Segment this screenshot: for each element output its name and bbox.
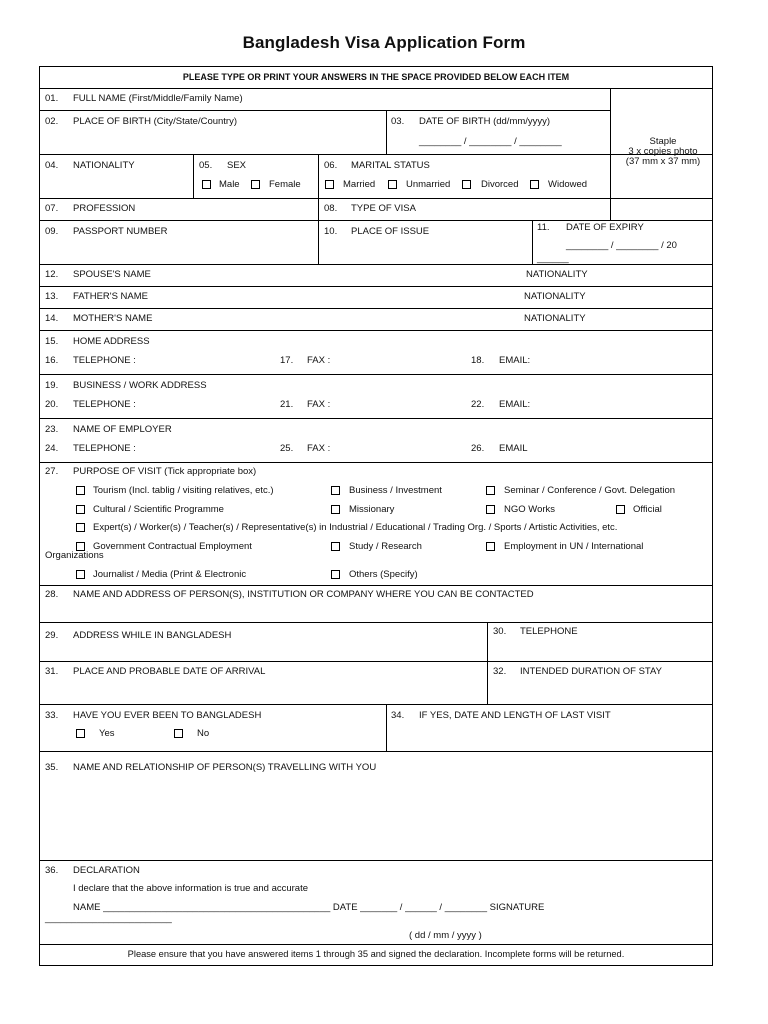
purpose-govt-label: Government Contractual Employment: [93, 541, 252, 552]
passport-number-label[interactable]: PASSPORT NUMBER: [73, 226, 168, 237]
mother-nationality-label[interactable]: NATIONALITY: [524, 313, 586, 324]
travel-companions-label[interactable]: NAME AND RELATIONSHIP OF PERSON(S) TRAVELLING WITH YOU: [73, 762, 377, 773]
spouse-name-label[interactable]: SPOUSE'S NAME: [73, 269, 151, 280]
purpose-ngo-label: NGO Works: [504, 504, 556, 515]
item-number: 35.: [45, 762, 59, 773]
divider: [40, 944, 712, 945]
purpose-un-checkbox[interactable]: [486, 542, 495, 551]
purpose-cultural-label: Cultural / Scientific Programme: [93, 504, 224, 515]
form-title: Bangladesh Visa Application Form: [242, 33, 526, 52]
last-visit-label[interactable]: IF YES, DATE AND LENGTH OF LAST VISIT: [419, 710, 611, 721]
item-number: 17.: [280, 355, 294, 366]
item-number: 31.: [45, 666, 59, 677]
item-number: 23.: [45, 424, 59, 435]
declaration-signature-line[interactable]: NAME ___________________________________________ DATE _______ / ______ / ________ SIGNATURE: [73, 902, 545, 913]
employer-fax-label[interactable]: FAX :: [307, 443, 331, 454]
purpose-study-checkbox[interactable]: [331, 542, 340, 551]
home-email-label[interactable]: EMAIL:: [499, 355, 531, 366]
mother-name-label[interactable]: MOTHER'S NAME: [73, 313, 153, 324]
sex-male-label: Male: [219, 179, 240, 190]
purpose-of-visit-label: PURPOSE OF VISIT (Tick appropriate box): [73, 466, 257, 477]
item-number: 13.: [45, 291, 59, 302]
divider: [40, 622, 712, 623]
date-of-expiry-label[interactable]: DATE OF EXPIRY: [566, 222, 644, 233]
expiry-blank[interactable]: ________ / ________ / 20: [566, 240, 677, 251]
been-yes-label: Yes: [99, 728, 115, 739]
home-fax-label[interactable]: FAX :: [307, 355, 331, 366]
purpose-missionary-checkbox[interactable]: [331, 505, 340, 514]
married-label: Married: [343, 179, 376, 190]
sex-female-label: Female: [269, 179, 301, 190]
purpose-official-checkbox[interactable]: [616, 505, 625, 514]
item-number: 06.: [324, 160, 338, 171]
purpose-ngo-checkbox[interactable]: [486, 505, 495, 514]
item-number: 29.: [45, 630, 59, 641]
item-number: 28.: [45, 589, 59, 600]
marital-status-label: MARITAL STATUS: [351, 160, 430, 171]
widowed-checkbox[interactable]: [530, 180, 539, 189]
sex-male-checkbox[interactable]: [202, 180, 211, 189]
divider: [40, 462, 712, 463]
divider: [40, 661, 712, 662]
arrival-label[interactable]: PLACE AND PROBABLE DATE OF ARRIVAL: [73, 666, 266, 677]
item-number: 36.: [45, 865, 59, 876]
item-number: 30.: [493, 626, 507, 637]
employer-telephone-label[interactable]: TELEPHONE :: [73, 443, 136, 454]
divider: [386, 110, 387, 154]
item-number: 21.: [280, 399, 294, 410]
divider: [40, 860, 712, 861]
item-number: 08.: [324, 203, 338, 214]
divorced-label: Divorced: [481, 179, 519, 190]
item-number: 18.: [471, 355, 485, 366]
been-yes-checkbox[interactable]: [76, 729, 85, 738]
business-address-label[interactable]: BUSINESS / WORK ADDRESS: [73, 380, 207, 391]
purpose-tourism-checkbox[interactable]: [76, 486, 85, 495]
business-fax-label[interactable]: FAX :: [307, 399, 331, 410]
divorced-checkbox[interactable]: [462, 180, 471, 189]
item-number: 33.: [45, 710, 59, 721]
divider: [40, 374, 712, 375]
item-number: 11.: [537, 222, 550, 233]
item-number: 07.: [45, 203, 59, 214]
been-no-label: No: [197, 728, 210, 739]
full-name-label[interactable]: FULL NAME (First/Middle/Family Name): [73, 93, 243, 104]
purpose-un-label-continued: Organizations: [45, 550, 104, 561]
item-number: 26.: [471, 443, 485, 454]
item-number: 10.: [324, 226, 338, 237]
item-number: 19.: [45, 380, 59, 391]
item-number: 34.: [391, 710, 405, 721]
telephone-in-bangladesh-label[interactable]: TELEPHONE: [520, 626, 578, 637]
divider: [40, 286, 712, 287]
home-address-label[interactable]: HOME ADDRESS: [73, 336, 150, 347]
item-number: 04.: [45, 160, 59, 171]
dob-blank[interactable]: ________ / ________ / ________: [419, 136, 562, 147]
divider: [40, 264, 712, 265]
married-checkbox[interactable]: [325, 180, 334, 189]
divider: [40, 198, 712, 199]
footer-note: Please ensure that you have answered items 1 through 35 and signed the declaration. Incomplete forms will be returned.: [127, 949, 625, 959]
item-number: 27.: [45, 466, 59, 477]
visa-application-form: [39, 66, 713, 966]
item-number: 24.: [45, 443, 59, 454]
purpose-journalist-label: Journalist / Media (Print & Electronic: [93, 569, 247, 580]
item-number: 20.: [45, 399, 59, 410]
purpose-expert-label: Expert(s) / Worker(s) / Teacher(s) / Representative(s) in Industrial / Educational / Trading Org. / Sports / Artistic Activities, etc.: [93, 522, 618, 533]
divider: [386, 704, 387, 751]
divider: [193, 154, 194, 198]
photo-size-label: (37 mm x 37 mm): [625, 156, 701, 167]
item-number: 25.: [280, 443, 294, 454]
home-telephone-label[interactable]: TELEPHONE :: [73, 355, 136, 366]
purpose-tourism-label: Tourism (Incl. tablig / visiting relatives, etc.): [93, 485, 274, 496]
declaration-signature-line-continued[interactable]: ________________________: [45, 913, 172, 924]
purpose-business-label: Business / Investment: [349, 485, 442, 496]
father-name-label[interactable]: FATHER'S NAME: [73, 291, 149, 302]
photo-area: [610, 137, 716, 167]
purpose-others-checkbox[interactable]: [331, 570, 340, 579]
purpose-un-label: Employment in UN / International: [504, 541, 644, 552]
item-number: 05.: [199, 160, 213, 171]
photo-staple-label: Staple: [649, 136, 677, 147]
instruction-text: PLEASE TYPE OR PRINT YOUR ANSWERS IN THE SPACE PROVIDED BELOW EACH ITEM: [182, 72, 570, 82]
item-number: 14.: [45, 313, 59, 324]
employer-email-label[interactable]: EMAIL: [499, 443, 528, 454]
purpose-official-label: Official: [633, 504, 662, 515]
purpose-expert-checkbox[interactable]: [76, 523, 85, 532]
father-nationality-label[interactable]: NATIONALITY: [524, 291, 586, 302]
purpose-missionary-label: Missionary: [349, 504, 395, 515]
business-telephone-label[interactable]: TELEPHONE :: [73, 399, 136, 410]
date-of-birth-label[interactable]: DATE OF BIRTH (dd/mm/yyyy): [419, 116, 551, 127]
item-number: 12.: [45, 269, 59, 280]
divider: [40, 220, 712, 221]
item-number: 15.: [45, 336, 59, 347]
divider: [40, 330, 712, 331]
declaration-heading: DECLARATION: [73, 865, 140, 876]
address-in-bangladesh-label[interactable]: ADDRESS WHILE IN BANGLADESH: [73, 630, 232, 641]
sex-label: SEX: [227, 160, 247, 171]
spouse-nationality-label[interactable]: NATIONALITY: [526, 269, 588, 280]
purpose-journalist-checkbox[interactable]: [76, 570, 85, 579]
contact-person-label[interactable]: NAME AND ADDRESS OF PERSON(S), INSTITUTION OR COMPANY WHERE YOU CAN BE CONTACTED: [73, 589, 534, 600]
unmarried-label: Unmarried: [406, 179, 451, 190]
employer-name-label[interactable]: NAME OF EMPLOYER: [73, 424, 172, 435]
divider: [532, 220, 533, 264]
item-number: 22.: [471, 399, 485, 410]
been-to-bangladesh-label: HAVE YOU EVER BEEN TO BANGLADESH: [73, 710, 262, 721]
photo-copies-label: 3 x copies photo: [628, 146, 698, 157]
sex-female-checkbox[interactable]: [251, 180, 260, 189]
declaration-date-format: ( dd / mm / yyyy ): [409, 930, 482, 941]
declaration-text: I declare that the above information is true and accurate: [73, 883, 308, 894]
purpose-study-label: Study / Research: [349, 541, 422, 552]
divider: [40, 751, 712, 752]
divider: [40, 88, 712, 89]
item-number: 01.: [45, 93, 59, 104]
item-number: 03.: [391, 116, 405, 127]
divider: [40, 110, 610, 111]
widowed-label: Widowed: [548, 179, 588, 190]
type-of-visa-label[interactable]: TYPE OF VISA: [351, 203, 416, 214]
divider: [40, 308, 712, 309]
item-number: 32.: [493, 666, 507, 677]
nationality-label[interactable]: NATIONALITY: [73, 160, 135, 171]
divider: [40, 704, 712, 705]
unmarried-checkbox[interactable]: [388, 180, 397, 189]
purpose-business-checkbox[interactable]: [331, 486, 340, 495]
business-email-label[interactable]: EMAIL:: [499, 399, 531, 410]
divider: [40, 418, 712, 419]
place-of-issue-label[interactable]: PLACE OF ISSUE: [351, 226, 430, 237]
purpose-cultural-checkbox[interactable]: [76, 505, 85, 514]
item-number: 09.: [45, 226, 59, 237]
purpose-seminar-label: Seminar / Conference / Govt. Delegation: [504, 485, 676, 496]
divider: [40, 585, 712, 586]
duration-of-stay-label[interactable]: INTENDED DURATION OF STAY: [520, 666, 662, 677]
been-no-checkbox[interactable]: [174, 729, 183, 738]
purpose-others-label: Others (Specify): [349, 569, 418, 580]
place-of-birth-label[interactable]: PLACE OF BIRTH (City/State/Country): [73, 116, 238, 127]
divider: [318, 154, 319, 264]
purpose-seminar-checkbox[interactable]: [486, 486, 495, 495]
expiry-blank-continued[interactable]: ______: [537, 253, 569, 264]
divider: [487, 622, 488, 704]
item-number: 16.: [45, 355, 59, 366]
profession-label[interactable]: PROFESSION: [73, 203, 136, 214]
item-number: 02.: [45, 116, 59, 127]
